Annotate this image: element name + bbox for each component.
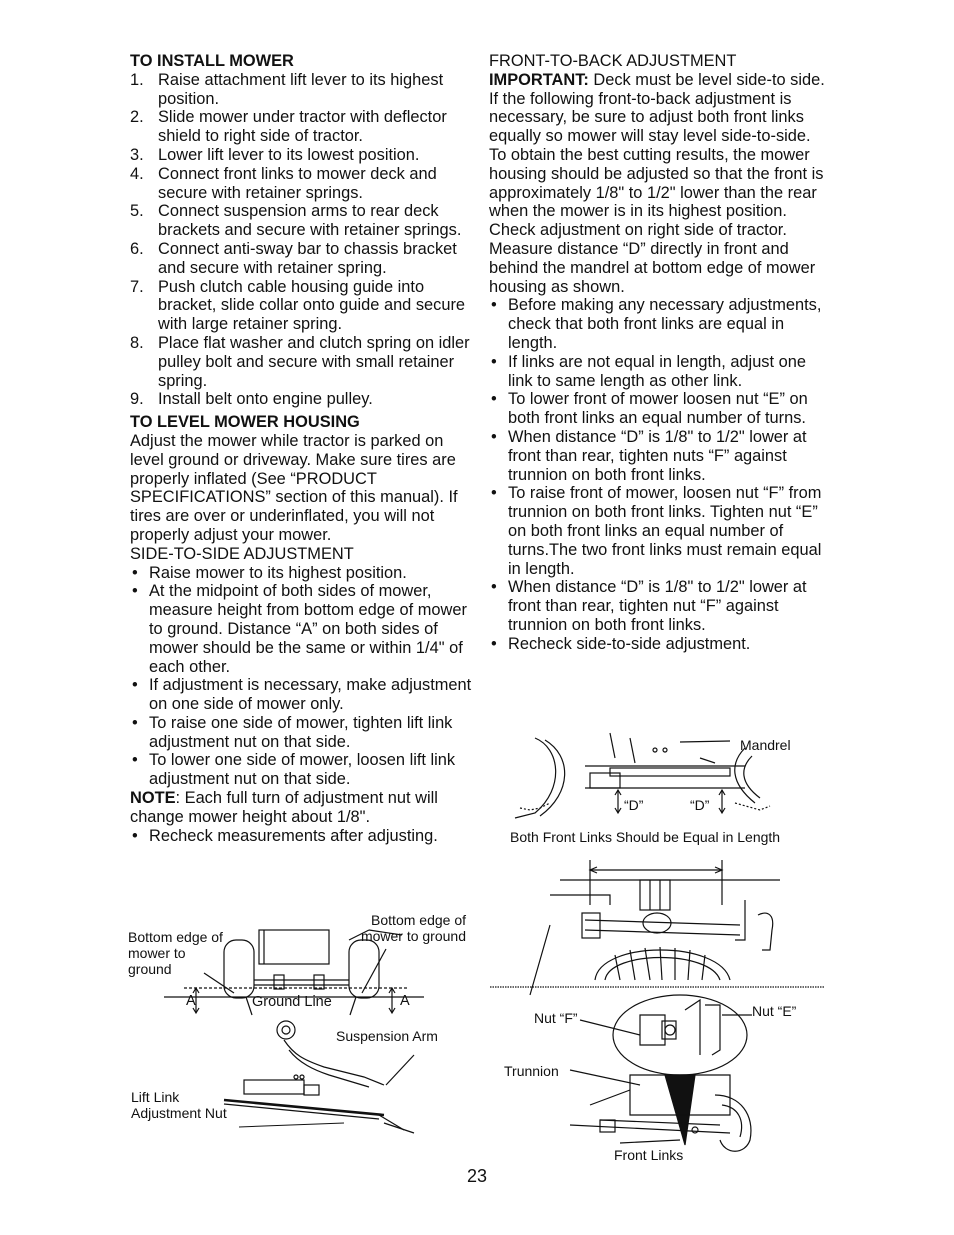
a-label-right: A bbox=[400, 993, 410, 1009]
trunnion-label: Trunnion bbox=[504, 1063, 559, 1079]
install-mower-heading: TO INSTALL MOWER bbox=[130, 52, 294, 70]
step-number: 5. bbox=[130, 202, 144, 221]
front-to-back-bullet: • Before making any necessary adjustments, check that both front links are equal in length. bbox=[489, 296, 834, 352]
step-text: Connect front links to mower deck and secure with retainer springs. bbox=[158, 164, 437, 202]
mandrel-label: Mandrel bbox=[740, 737, 791, 753]
level-intro-paragraph: Adjust the mower while tractor is parked on level ground or driveway. Make sure tires are properly inflated (See “PRODUCT SPECIFICATIONS” section of this manual). If tires are over or underinflated, you will not properly adjust your mower. bbox=[130, 431, 458, 544]
bottom-edge-label-right: Bottom edge of mower to ground bbox=[360, 912, 466, 944]
note-label: NOTE bbox=[130, 789, 176, 808]
side-bullet: • Raise mower to its highest position. bbox=[130, 564, 475, 583]
front-to-back-bullet: • When distance “D” is 1/8" to 1/2" lower at front than rear, tighten nuts “F” against trunnion on both front links. bbox=[489, 428, 834, 484]
side-bullet: • To raise one side of mower, tighten lift link adjustment nut on that side. bbox=[130, 714, 475, 752]
install-step bbox=[130, 334, 475, 390]
step-number: 7. bbox=[130, 277, 144, 296]
left-column bbox=[130, 52, 475, 845]
front-to-back-bullet: • Recheck side-to-side adjustment. bbox=[489, 635, 834, 654]
side-bullet: • At the midpoint of both sides of mower, measure height from bottom edge of mower to ground. Distance “A” on both sides of mower should be the same or within 1/4" of each other. bbox=[130, 582, 475, 676]
step-text: Push clutch cable housing guide into bracket, slide collar onto guide and secure with large retainer spring. bbox=[158, 277, 466, 334]
step-text: Place flat washer and clutch spring on idler pulley bolt and secure with small retainer spring. bbox=[158, 333, 470, 390]
step-number: 1. bbox=[130, 70, 144, 89]
step-number: 9. bbox=[130, 390, 144, 409]
side-to-side-heading: SIDE-TO-SIDE ADJUSTMENT bbox=[130, 544, 354, 563]
install-step bbox=[130, 390, 475, 409]
step-text: Connect suspension arms to rear deck brackets and secure with retainer springs. bbox=[158, 202, 462, 240]
front-to-back-bullet: • To lower front of mower loosen nut “E” on both front links an equal number of turns. bbox=[489, 390, 834, 428]
front-to-back-bullet: • To raise front of mower, loosen nut “F” from trunnion on both front links. Tighten nut “E” on both front links an equal number of turns.The two front links must remain equal in length. bbox=[489, 484, 834, 578]
step-text: Lower lift lever to its lowest position. bbox=[158, 145, 420, 164]
install-step bbox=[130, 240, 475, 278]
step-text: Connect anti-sway bar to chassis bracket and secure with retainer spring. bbox=[158, 239, 457, 277]
side-bullet: • If adjustment is necessary, make adjustment on one side of mower only. bbox=[130, 676, 475, 714]
level-mower-heading: TO LEVEL MOWER HOUSING bbox=[130, 413, 360, 432]
important-label: IMPORTANT: bbox=[489, 70, 589, 89]
install-step bbox=[130, 146, 475, 165]
step-number: 6. bbox=[130, 239, 144, 258]
ground-line-label: Ground Line bbox=[252, 994, 332, 1010]
step-number: 8. bbox=[130, 333, 144, 352]
nut-e-label: Nut “E” bbox=[752, 1003, 797, 1019]
note-text: : Each full turn of adjustment nut will change mower height about 1/8". bbox=[130, 789, 438, 826]
step-text: Install belt onto engine pulley. bbox=[158, 390, 373, 409]
step-text: Slide mower under tractor with deflector shield to right side of tractor. bbox=[158, 108, 447, 146]
install-step bbox=[130, 202, 475, 240]
front-to-back-heading: FRONT-TO-BACK ADJUSTMENT bbox=[489, 52, 737, 70]
a-label-left: A bbox=[186, 993, 196, 1009]
install-steps-list bbox=[130, 71, 475, 409]
d-label-right: “D” bbox=[690, 797, 710, 813]
suspension-arm-label: Suspension Arm bbox=[336, 1028, 438, 1044]
side-bullet: • To lower one side of mower, loosen lift link adjustment nut on that side. bbox=[130, 751, 475, 789]
front-to-back-bullet: • When distance “D” is 1/8" to 1/2" lower at front than rear, tighten nut “F” against trunnion on both front links. bbox=[489, 578, 834, 634]
best-results-paragraph: To obtain the best cutting results, the mower housing should be adjusted so that the front is approximately 1/8" to 1/2" lower than the rear when the mower is in its highest position. bbox=[489, 145, 824, 221]
important-text: Deck must be level side-to side. If the following front-to-back adjustment is necessary, be sure to adjust both front links equally so mower will stay level side-to-side. bbox=[489, 70, 825, 146]
important-paragraph bbox=[489, 71, 834, 146]
nut-f-label: Nut “F” bbox=[534, 1010, 578, 1026]
side-to-side-bullets bbox=[130, 564, 475, 790]
step-number: 2. bbox=[130, 108, 144, 127]
front-links-label: Front Links bbox=[614, 1147, 684, 1163]
front-to-back-bullets bbox=[489, 296, 834, 653]
lift-link-label: Lift Link Adjustment Nut bbox=[131, 1089, 227, 1121]
step-number: 4. bbox=[130, 164, 144, 183]
page-number: 23 bbox=[466, 1166, 488, 1186]
step-text: Raise attachment lift lever to its highest position. bbox=[158, 70, 444, 108]
check-adjustment-paragraph: Check adjustment on right side of tractor. Measure distance “D” directly in front and behind the mandrel at bottom edge of mower housing as shown. bbox=[489, 221, 816, 296]
install-step bbox=[130, 165, 475, 203]
note-paragraph bbox=[130, 789, 475, 827]
figure-caption: Both Front Links Should be Equal in Length bbox=[510, 829, 781, 845]
install-step bbox=[130, 71, 475, 109]
install-step bbox=[130, 278, 475, 334]
d-label-left: “D” bbox=[624, 797, 644, 813]
front-to-back-bullet: • If links are not equal in length, adjust one link to same length as other link. bbox=[489, 353, 834, 391]
side-to-side-bullets-2 bbox=[130, 827, 475, 846]
right-column bbox=[489, 52, 834, 654]
side-bullet: • Recheck measurements after adjusting. bbox=[130, 827, 475, 846]
install-step bbox=[130, 108, 475, 146]
bottom-edge-label-left: Bottom edge of mower to ground bbox=[128, 929, 223, 977]
step-number: 3. bbox=[130, 145, 144, 164]
